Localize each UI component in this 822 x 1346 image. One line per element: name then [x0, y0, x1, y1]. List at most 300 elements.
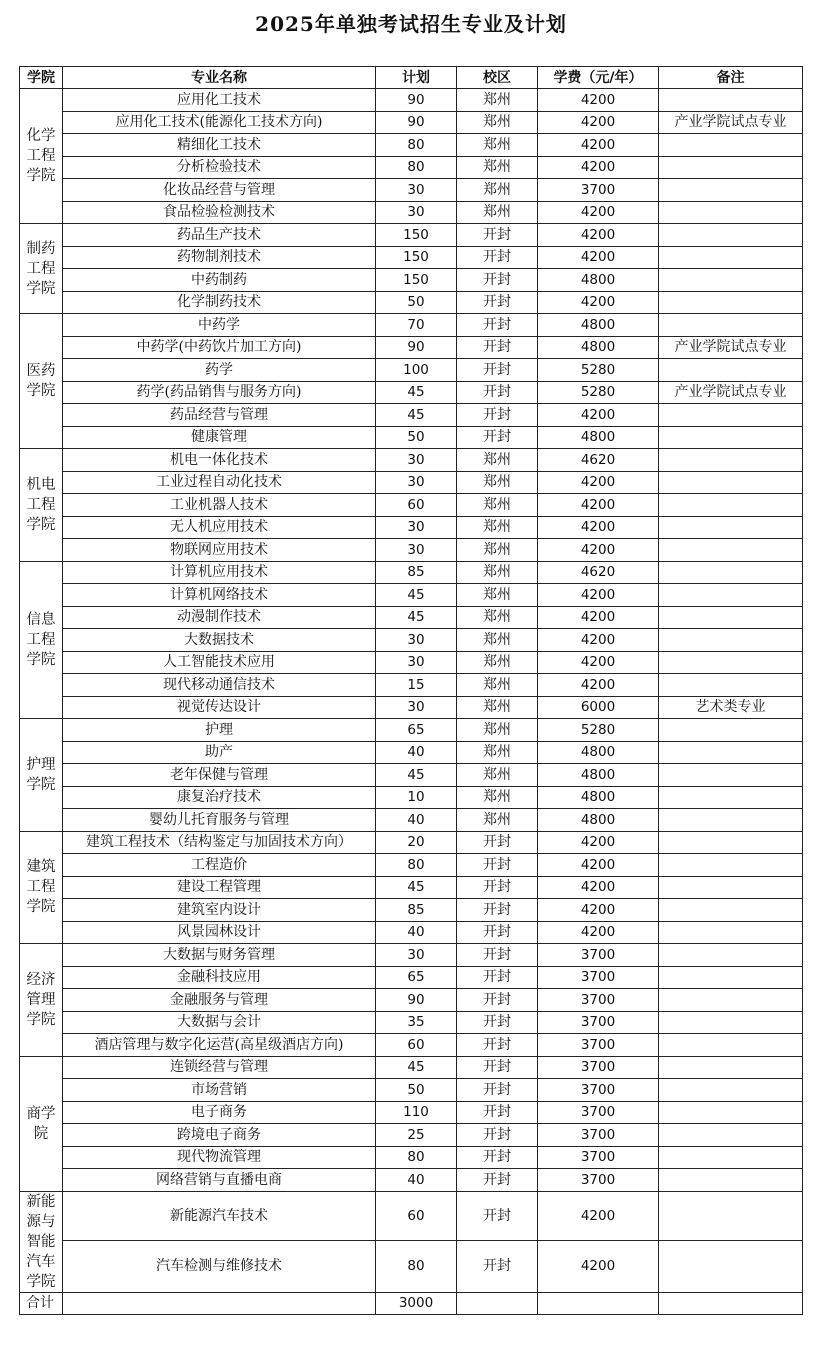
campus-cell: 开封 — [457, 921, 538, 944]
table-row — [20, 471, 803, 494]
plan-cell: 35 — [376, 1011, 457, 1034]
fee-cell: 4620 — [538, 449, 659, 472]
major-cell: 老年保健与管理 — [63, 764, 376, 787]
fee-cell: 4200 — [538, 494, 659, 517]
campus-cell: 郑州 — [457, 134, 538, 157]
college-cell: 医药学院 — [20, 314, 63, 449]
major-cell: 建筑室内设计 — [63, 899, 376, 922]
table-row — [20, 629, 803, 652]
table-row — [20, 1240, 803, 1292]
fee-cell: 4200 — [538, 224, 659, 247]
header-college: 学院 — [20, 67, 63, 89]
table-row — [20, 651, 803, 674]
major-cell: 动漫制作技术 — [63, 606, 376, 629]
major-cell: 化妆品经营与管理 — [63, 179, 376, 202]
table-row — [20, 1146, 803, 1169]
note-cell — [659, 539, 803, 562]
fee-cell: 4800 — [538, 786, 659, 809]
fee-cell: 4200 — [538, 134, 659, 157]
plan-cell: 70 — [376, 314, 457, 337]
page-title: 2025年单独考试招生专业及计划 — [255, 12, 567, 36]
table-row — [20, 854, 803, 877]
table-row — [20, 899, 803, 922]
fee-cell: 5280 — [538, 719, 659, 742]
note-cell — [659, 764, 803, 787]
major-cell: 金融服务与管理 — [63, 989, 376, 1012]
table-row — [20, 561, 803, 584]
major-cell: 大数据技术 — [63, 629, 376, 652]
campus-cell: 开封 — [457, 426, 538, 449]
campus-cell: 开封 — [457, 1101, 538, 1124]
note-cell — [659, 134, 803, 157]
plan-cell: 80 — [376, 854, 457, 877]
table-row — [20, 179, 803, 202]
major-cell: 食品检验检测技术 — [63, 201, 376, 224]
table-row — [20, 719, 803, 742]
major-cell: 药品经营与管理 — [63, 404, 376, 427]
major-cell: 中药制药 — [63, 269, 376, 292]
fee-cell: 4200 — [538, 1191, 659, 1240]
fee-cell: 4200 — [538, 539, 659, 562]
plan-cell: 30 — [376, 629, 457, 652]
plan-cell: 60 — [376, 494, 457, 517]
college-cell: 经济管理学院 — [20, 944, 63, 1057]
plan-cell: 50 — [376, 1079, 457, 1102]
campus-cell: 郑州 — [457, 111, 538, 134]
plan-cell: 90 — [376, 989, 457, 1012]
fee-cell: 3700 — [538, 1079, 659, 1102]
note-cell — [659, 179, 803, 202]
plan-cell: 45 — [376, 606, 457, 629]
major-cell: 健康管理 — [63, 426, 376, 449]
fee-cell: 4200 — [538, 516, 659, 539]
table-row — [20, 989, 803, 1012]
note-cell — [659, 989, 803, 1012]
major-cell: 汽车检测与维修技术 — [63, 1240, 376, 1292]
note-cell — [659, 1056, 803, 1079]
note-cell — [659, 156, 803, 179]
table-row — [20, 1011, 803, 1034]
major-cell: 人工智能技术应用 — [63, 651, 376, 674]
college-cell: 制药工程学院 — [20, 224, 63, 314]
plan-cell: 80 — [376, 134, 457, 157]
major-cell: 工业过程自动化技术 — [63, 471, 376, 494]
college-cell: 护理学院 — [20, 719, 63, 832]
major-cell: 物联网应用技术 — [63, 539, 376, 562]
table-row — [20, 741, 803, 764]
major-cell: 分析检验技术 — [63, 156, 376, 179]
table-row — [20, 1056, 803, 1079]
table-row — [20, 1124, 803, 1147]
major-cell: 中药学(中药饮片加工方向) — [63, 336, 376, 359]
plan-cell: 30 — [376, 651, 457, 674]
fee-cell: 4200 — [538, 651, 659, 674]
header-major: 专业名称 — [63, 67, 376, 89]
plan-cell: 65 — [376, 966, 457, 989]
major-cell: 跨境电子商务 — [63, 1124, 376, 1147]
table-row — [20, 831, 803, 854]
table-row — [20, 404, 803, 427]
table-row — [20, 1101, 803, 1124]
note-cell — [659, 606, 803, 629]
plan-cell: 30 — [376, 471, 457, 494]
header-campus: 校区 — [457, 67, 538, 89]
fee-cell: 4200 — [538, 921, 659, 944]
total-row — [20, 1292, 803, 1315]
note-cell — [659, 966, 803, 989]
table-row — [20, 381, 803, 404]
plan-cell: 40 — [376, 921, 457, 944]
fee-cell: 4200 — [538, 629, 659, 652]
table-row — [20, 494, 803, 517]
major-cell: 金融科技应用 — [63, 966, 376, 989]
fee-cell: 3700 — [538, 1011, 659, 1034]
table-row — [20, 539, 803, 562]
plan-cell: 80 — [376, 156, 457, 179]
major-cell: 药物制剂技术 — [63, 246, 376, 269]
total-empty-note — [659, 1292, 803, 1315]
note-cell — [659, 719, 803, 742]
table-row — [20, 876, 803, 899]
campus-cell: 郑州 — [457, 696, 538, 719]
plan-cell: 15 — [376, 674, 457, 697]
plan-cell: 30 — [376, 201, 457, 224]
campus-cell: 开封 — [457, 1191, 538, 1240]
major-cell: 化学制药技术 — [63, 291, 376, 314]
major-cell: 建设工程管理 — [63, 876, 376, 899]
campus-cell: 开封 — [457, 291, 538, 314]
total-empty-campus — [457, 1292, 538, 1315]
campus-cell: 开封 — [457, 966, 538, 989]
major-cell: 风景园林设计 — [63, 921, 376, 944]
plan-cell: 60 — [376, 1191, 457, 1240]
table-row — [20, 966, 803, 989]
major-cell: 药学 — [63, 359, 376, 382]
header-row — [20, 67, 803, 89]
note-cell — [659, 876, 803, 899]
campus-cell: 郑州 — [457, 809, 538, 832]
major-cell: 市场营销 — [63, 1079, 376, 1102]
fee-cell: 4200 — [538, 674, 659, 697]
note-cell — [659, 471, 803, 494]
table-row — [20, 314, 803, 337]
major-cell: 药学(药品销售与服务方向) — [63, 381, 376, 404]
campus-cell: 郑州 — [457, 584, 538, 607]
fee-cell: 4200 — [538, 471, 659, 494]
table-row — [20, 606, 803, 629]
major-cell: 助产 — [63, 741, 376, 764]
table-row — [20, 786, 803, 809]
note-cell — [659, 1146, 803, 1169]
major-cell: 视觉传达设计 — [63, 696, 376, 719]
plan-cell: 150 — [376, 269, 457, 292]
campus-cell: 郑州 — [457, 629, 538, 652]
campus-cell: 开封 — [457, 1034, 538, 1057]
table-row — [20, 1034, 803, 1057]
table-row — [20, 426, 803, 449]
major-cell: 精细化工技术 — [63, 134, 376, 157]
table-row — [20, 1079, 803, 1102]
major-cell: 计算机网络技术 — [63, 584, 376, 607]
plan-cell: 45 — [376, 1056, 457, 1079]
fee-cell: 3700 — [538, 944, 659, 967]
note-cell — [659, 584, 803, 607]
campus-cell: 开封 — [457, 1079, 538, 1102]
plan-cell: 40 — [376, 809, 457, 832]
fee-cell: 4200 — [538, 831, 659, 854]
plan-cell: 30 — [376, 449, 457, 472]
major-cell: 建筑工程技术（结构鉴定与加固技术方向） — [63, 831, 376, 854]
campus-cell: 郑州 — [457, 539, 538, 562]
campus-cell: 郑州 — [457, 561, 538, 584]
note-cell: 产业学院试点专业 — [659, 336, 803, 359]
campus-cell: 开封 — [457, 336, 538, 359]
major-cell: 应用化工技术 — [63, 89, 376, 112]
fee-cell: 4200 — [538, 899, 659, 922]
header-note: 备注 — [659, 67, 803, 89]
note-cell — [659, 944, 803, 967]
note-cell — [659, 404, 803, 427]
table-row — [20, 696, 803, 719]
campus-cell: 开封 — [457, 1169, 538, 1192]
major-cell: 现代移动通信技术 — [63, 674, 376, 697]
table-row — [20, 449, 803, 472]
header-fee: 学费（元/年） — [538, 67, 659, 89]
note-cell: 艺术类专业 — [659, 696, 803, 719]
plan-cell: 50 — [376, 426, 457, 449]
table-row — [20, 269, 803, 292]
note-cell — [659, 741, 803, 764]
campus-cell: 开封 — [457, 1124, 538, 1147]
plan-cell: 30 — [376, 539, 457, 562]
plan-cell: 90 — [376, 89, 457, 112]
note-cell — [659, 831, 803, 854]
fee-cell: 4200 — [538, 156, 659, 179]
fee-cell: 3700 — [538, 179, 659, 202]
college-cell: 机电工程学院 — [20, 449, 63, 562]
fee-cell: 5280 — [538, 381, 659, 404]
note-cell — [659, 449, 803, 472]
total-plan: 3000 — [376, 1292, 457, 1315]
fee-cell: 3700 — [538, 1034, 659, 1057]
college-cell: 建筑工程学院 — [20, 831, 63, 944]
fee-cell: 4800 — [538, 336, 659, 359]
note-cell — [659, 1011, 803, 1034]
campus-cell: 郑州 — [457, 786, 538, 809]
note-cell: 产业学院试点专业 — [659, 381, 803, 404]
campus-cell: 开封 — [457, 1011, 538, 1034]
fee-cell: 4800 — [538, 764, 659, 787]
campus-cell: 开封 — [457, 224, 538, 247]
fee-cell: 3700 — [538, 1146, 659, 1169]
total-empty-fee — [538, 1292, 659, 1315]
major-cell: 婴幼儿托育服务与管理 — [63, 809, 376, 832]
fee-cell: 4200 — [538, 606, 659, 629]
plan-cell: 90 — [376, 336, 457, 359]
campus-cell: 郑州 — [457, 156, 538, 179]
total-label: 合计 — [20, 1292, 63, 1315]
table-row — [20, 359, 803, 382]
note-cell — [659, 1191, 803, 1240]
major-cell: 大数据与会计 — [63, 1011, 376, 1034]
note-cell — [659, 786, 803, 809]
campus-cell: 郑州 — [457, 449, 538, 472]
note-cell — [659, 516, 803, 539]
campus-cell: 开封 — [457, 854, 538, 877]
note-cell — [659, 921, 803, 944]
table-row — [20, 336, 803, 359]
major-cell: 现代物流管理 — [63, 1146, 376, 1169]
table-row — [20, 201, 803, 224]
note-cell: 产业学院试点专业 — [659, 111, 803, 134]
major-cell: 新能源汽车技术 — [63, 1191, 376, 1240]
campus-cell: 开封 — [457, 1240, 538, 1292]
college-cell: 商学院 — [20, 1056, 63, 1191]
fee-cell: 4800 — [538, 314, 659, 337]
plan-cell: 85 — [376, 899, 457, 922]
plan-cell: 150 — [376, 224, 457, 247]
campus-cell: 开封 — [457, 876, 538, 899]
campus-cell: 郑州 — [457, 651, 538, 674]
table-row — [20, 584, 803, 607]
table-row — [20, 224, 803, 247]
campus-cell: 开封 — [457, 944, 538, 967]
fee-cell: 3700 — [538, 1056, 659, 1079]
campus-cell: 开封 — [457, 314, 538, 337]
fee-cell: 3700 — [538, 966, 659, 989]
fee-cell: 3700 — [538, 989, 659, 1012]
fee-cell: 6000 — [538, 696, 659, 719]
note-cell — [659, 291, 803, 314]
campus-cell: 郑州 — [457, 494, 538, 517]
major-cell: 康复治疗技术 — [63, 786, 376, 809]
table-row — [20, 809, 803, 832]
campus-cell: 郑州 — [457, 674, 538, 697]
campus-cell: 郑州 — [457, 741, 538, 764]
note-cell — [659, 1034, 803, 1057]
campus-cell: 开封 — [457, 899, 538, 922]
fee-cell: 3700 — [538, 1169, 659, 1192]
major-cell: 药品生产技术 — [63, 224, 376, 247]
campus-cell: 郑州 — [457, 606, 538, 629]
plan-cell: 20 — [376, 831, 457, 854]
note-cell — [659, 359, 803, 382]
major-cell: 网络营销与直播电商 — [63, 1169, 376, 1192]
table-row — [20, 246, 803, 269]
table-row — [20, 134, 803, 157]
note-cell — [659, 224, 803, 247]
note-cell — [659, 1169, 803, 1192]
plan-cell: 60 — [376, 1034, 457, 1057]
note-cell — [659, 1079, 803, 1102]
fee-cell: 4800 — [538, 426, 659, 449]
campus-cell: 郑州 — [457, 471, 538, 494]
enrollment-plan-table — [19, 66, 803, 1315]
note-cell — [659, 426, 803, 449]
plan-cell: 90 — [376, 111, 457, 134]
fee-cell: 4800 — [538, 741, 659, 764]
major-cell: 机电一体化技术 — [63, 449, 376, 472]
plan-cell: 45 — [376, 381, 457, 404]
fee-cell: 4620 — [538, 561, 659, 584]
major-cell: 工程造价 — [63, 854, 376, 877]
plan-cell: 30 — [376, 944, 457, 967]
note-cell — [659, 809, 803, 832]
fee-cell: 4200 — [538, 404, 659, 427]
plan-cell: 10 — [376, 786, 457, 809]
campus-cell: 开封 — [457, 246, 538, 269]
major-cell: 计算机应用技术 — [63, 561, 376, 584]
plan-cell: 45 — [376, 764, 457, 787]
table-row — [20, 921, 803, 944]
fee-cell: 3700 — [538, 1101, 659, 1124]
note-cell — [659, 494, 803, 517]
note-cell — [659, 651, 803, 674]
fee-cell: 4800 — [538, 809, 659, 832]
note-cell — [659, 1240, 803, 1292]
campus-cell: 郑州 — [457, 201, 538, 224]
major-cell: 电子商务 — [63, 1101, 376, 1124]
fee-cell: 4200 — [538, 291, 659, 314]
major-cell: 连锁经营与管理 — [63, 1056, 376, 1079]
fee-cell: 4200 — [538, 876, 659, 899]
fee-cell: 5280 — [538, 359, 659, 382]
campus-cell: 郑州 — [457, 179, 538, 202]
fee-cell: 4200 — [538, 201, 659, 224]
plan-cell: 40 — [376, 1169, 457, 1192]
campus-cell: 郑州 — [457, 719, 538, 742]
plan-cell: 45 — [376, 584, 457, 607]
total-empty-major — [63, 1292, 376, 1315]
plan-cell: 40 — [376, 741, 457, 764]
plan-cell: 100 — [376, 359, 457, 382]
note-cell — [659, 314, 803, 337]
table-row — [20, 156, 803, 179]
college-cell: 化学工程学院 — [20, 89, 63, 224]
campus-cell: 开封 — [457, 381, 538, 404]
plan-cell: 25 — [376, 1124, 457, 1147]
note-cell — [659, 629, 803, 652]
plan-cell: 30 — [376, 179, 457, 202]
major-cell: 工业机器人技术 — [63, 494, 376, 517]
table-row — [20, 764, 803, 787]
fee-cell: 4200 — [538, 89, 659, 112]
major-cell: 中药学 — [63, 314, 376, 337]
note-cell — [659, 269, 803, 292]
major-cell: 大数据与财务管理 — [63, 944, 376, 967]
note-cell — [659, 561, 803, 584]
fee-cell: 3700 — [538, 1124, 659, 1147]
plan-cell: 45 — [376, 404, 457, 427]
plan-cell: 30 — [376, 516, 457, 539]
note-cell — [659, 1101, 803, 1124]
table-row — [20, 1191, 803, 1240]
plan-cell: 30 — [376, 696, 457, 719]
note-cell — [659, 201, 803, 224]
fee-cell: 4200 — [538, 1240, 659, 1292]
plan-cell: 85 — [376, 561, 457, 584]
campus-cell: 开封 — [457, 989, 538, 1012]
plan-cell: 80 — [376, 1146, 457, 1169]
fee-cell: 4800 — [538, 269, 659, 292]
college-cell: 新能源与智能汽车学院 — [20, 1191, 63, 1292]
fee-cell: 4200 — [538, 111, 659, 134]
fee-cell: 4200 — [538, 246, 659, 269]
campus-cell: 开封 — [457, 404, 538, 427]
campus-cell: 开封 — [457, 359, 538, 382]
campus-cell: 开封 — [457, 831, 538, 854]
table-row — [20, 89, 803, 112]
